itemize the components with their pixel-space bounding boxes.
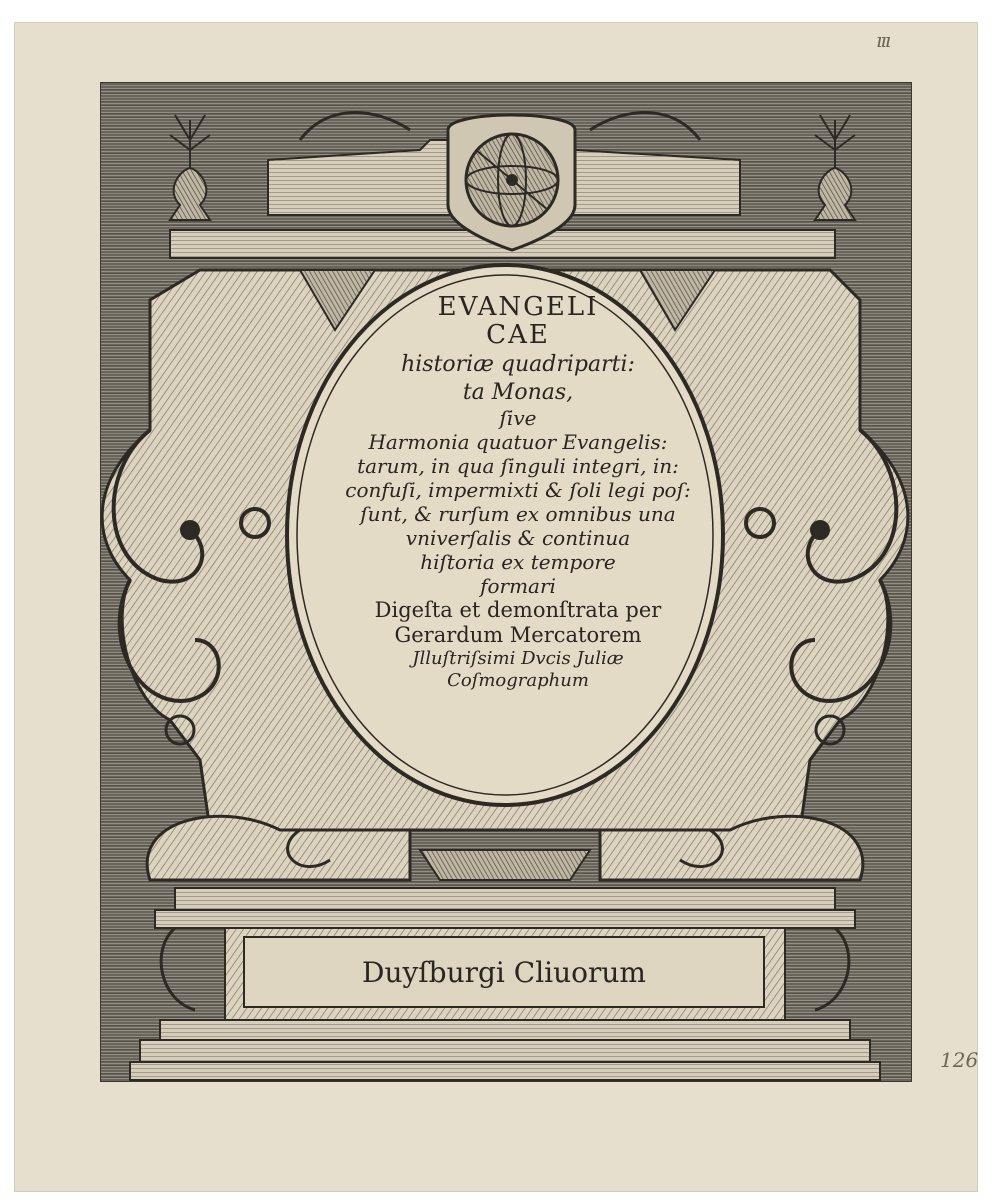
title-line-8: confuſi, impermixti & ſoli legi poſ: [345,478,691,502]
left-finial-icon [170,115,210,220]
title-line-1: EVANGELI [437,292,599,322]
imprint-label: Duyſburgi Cliuorum [362,955,646,989]
title-line-9: ſunt, & rurſum ex omnibus una [360,502,676,526]
title-line-12: formari [480,574,556,598]
title-line-11: hiſtoria ex tempore [420,550,616,574]
title-line-2: CAE [486,320,550,350]
title-line-16: Coſmographum [447,670,589,691]
margin-mark-top: ııı [876,28,890,52]
title-line-7: tarum, in qua ſinguli integri, in: [357,454,679,478]
title-line-10: vniverſalis & continua [405,526,631,550]
title-line-3: historiæ quadriparti: [401,352,635,377]
right-finial-icon [815,115,855,220]
armillary-sphere-icon [448,115,575,250]
title-line-15: Jlluſtriſsimi Dvcis Juliæ [412,648,624,669]
margin-mark-bottom: 126 [940,1048,979,1072]
title-line-5: ſive [499,406,537,430]
title-line-6: Harmonia quatuor Evangelis: [368,430,668,454]
title-line-4: ta Monas, [462,380,574,405]
title-line-14: Gerardum Mercatorem [394,623,642,647]
title-text-block [308,272,728,792]
title-line-13: Digeſta et demonſtrata per [374,598,662,622]
